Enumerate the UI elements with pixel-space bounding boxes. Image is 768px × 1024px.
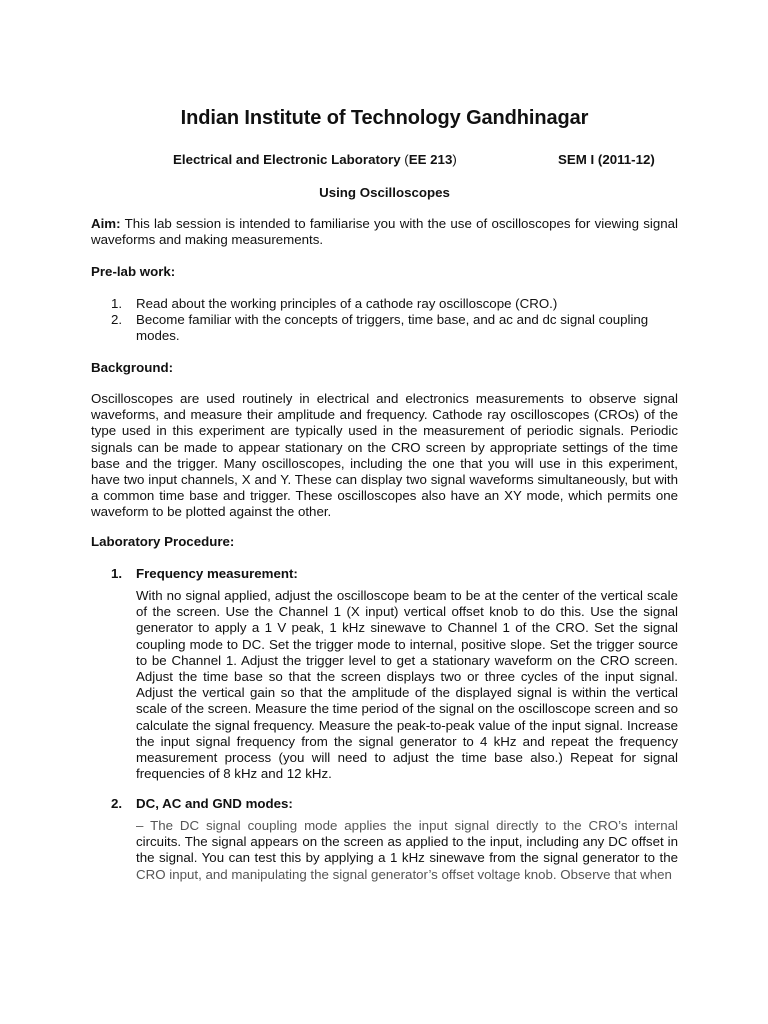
semester-label: SEM I (2011-12)	[558, 152, 655, 167]
course-open-paren: (	[404, 152, 409, 167]
course-title	[173, 152, 457, 168]
prelab-item-number: 1.	[111, 296, 123, 311]
dc-text-line-c: CRO input, and manipulating the signal generator’s offset voltage knob. Observe that when	[136, 866, 672, 882]
background-heading: Background:	[91, 360, 174, 375]
page-title: Indian Institute of Technology Gandhinagar	[180, 107, 589, 129]
procedure-section-heading	[111, 566, 298, 582]
course-name: Electrical and Electronic Laboratory	[173, 152, 405, 167]
dc-ac-gnd-paragraph	[136, 818, 678, 883]
prelab-item-text: Become familiar with the concepts of triggers, time base, and ac and dc signal coupling modes.	[136, 312, 649, 344]
procedure-section-heading	[111, 796, 293, 812]
section-number: 2.	[111, 796, 123, 811]
dc-text-line-a: – The DC signal coupling mode applies the input signal directly to the CRO’s internal	[136, 818, 678, 833]
aim-label: Aim:	[91, 216, 121, 231]
section-title: Frequency measurement:	[136, 566, 298, 581]
background-paragraph: Oscilloscopes are used routinely in electrical and electronics measurements to observe signal waveforms, and measure their amplitude and frequency. Cathode ray oscilloscopes (CROs) of the type used in this experiment are typically used in the measurement of periodic signals. Periodic signals can be made to appear stationary on the CRO screen by appropriate settings of the time base and the trigger. Many oscilloscopes, including the one that you will use in this experiment, have two input channels, X and Y. These can display two signal waveforms simultaneously, but with a common time base and trigger. These oscilloscopes also have an XY mode, which permits one waveform to be plotted against the other.	[91, 391, 678, 520]
dc-text-line-b: circuits. The signal appears on the screen as applied to the input, including any DC offset in the signal. You can test this by applying a 1 kHz sinewave from the signal generator to the	[136, 834, 678, 866]
frequency-measurement-paragraph: With no signal applied, adjust the oscilloscope beam to be at the center of the vertical scale of the screen. Use the Channel 1 (X input) vertical offset knob to do this. Use the signal generator to apply a 1 V peak, 1 kHz sinewave to Channel 1 of the CRO. Set the signal coupling mode to DC. Set the trigger mode to internal, positive slope. Set the trigger source to be Channel 1. Adjust the trigger level to get a stationary waveform on the CRO screen. Adjust the time base so that the screen displays two or three cycles of the input signal. Adjust the vertical gain so that the amplitude of the displayed signal is within the vertical scale of the screen. Measure the time period of the signal on the oscilloscope screen and so calculate the signal frequency. Measure the peak-to-peak value of the input signal. Increase the input signal frequency from the signal generator to 4 kHz and repeat the frequency measurement process (you will need to adjust the time base also.) Repeat for signal frequencies of 8 kHz and 12 kHz.	[136, 588, 678, 782]
course-close-paren: )	[452, 152, 457, 167]
aim-text: This lab session is intended to familiarise you with the use of oscilloscopes for viewing signal waveforms and making measurements.	[91, 216, 678, 248]
prelab-item-text: Read about the working principles of a cathode ray oscilloscope (CRO.)	[136, 296, 558, 311]
course-code: EE 213	[408, 152, 453, 167]
procedure-heading: Laboratory Procedure:	[91, 534, 235, 549]
aim-paragraph	[91, 216, 678, 248]
section-number: 1.	[111, 566, 123, 581]
section-title: DC, AC and GND modes:	[136, 796, 293, 811]
prelab-item	[111, 312, 678, 344]
prelab-item	[111, 296, 678, 312]
document-subtitle: Using Oscilloscopes	[319, 185, 450, 200]
prelab-item-number: 2.	[111, 312, 123, 327]
prelab-heading: Pre-lab work:	[91, 264, 176, 279]
